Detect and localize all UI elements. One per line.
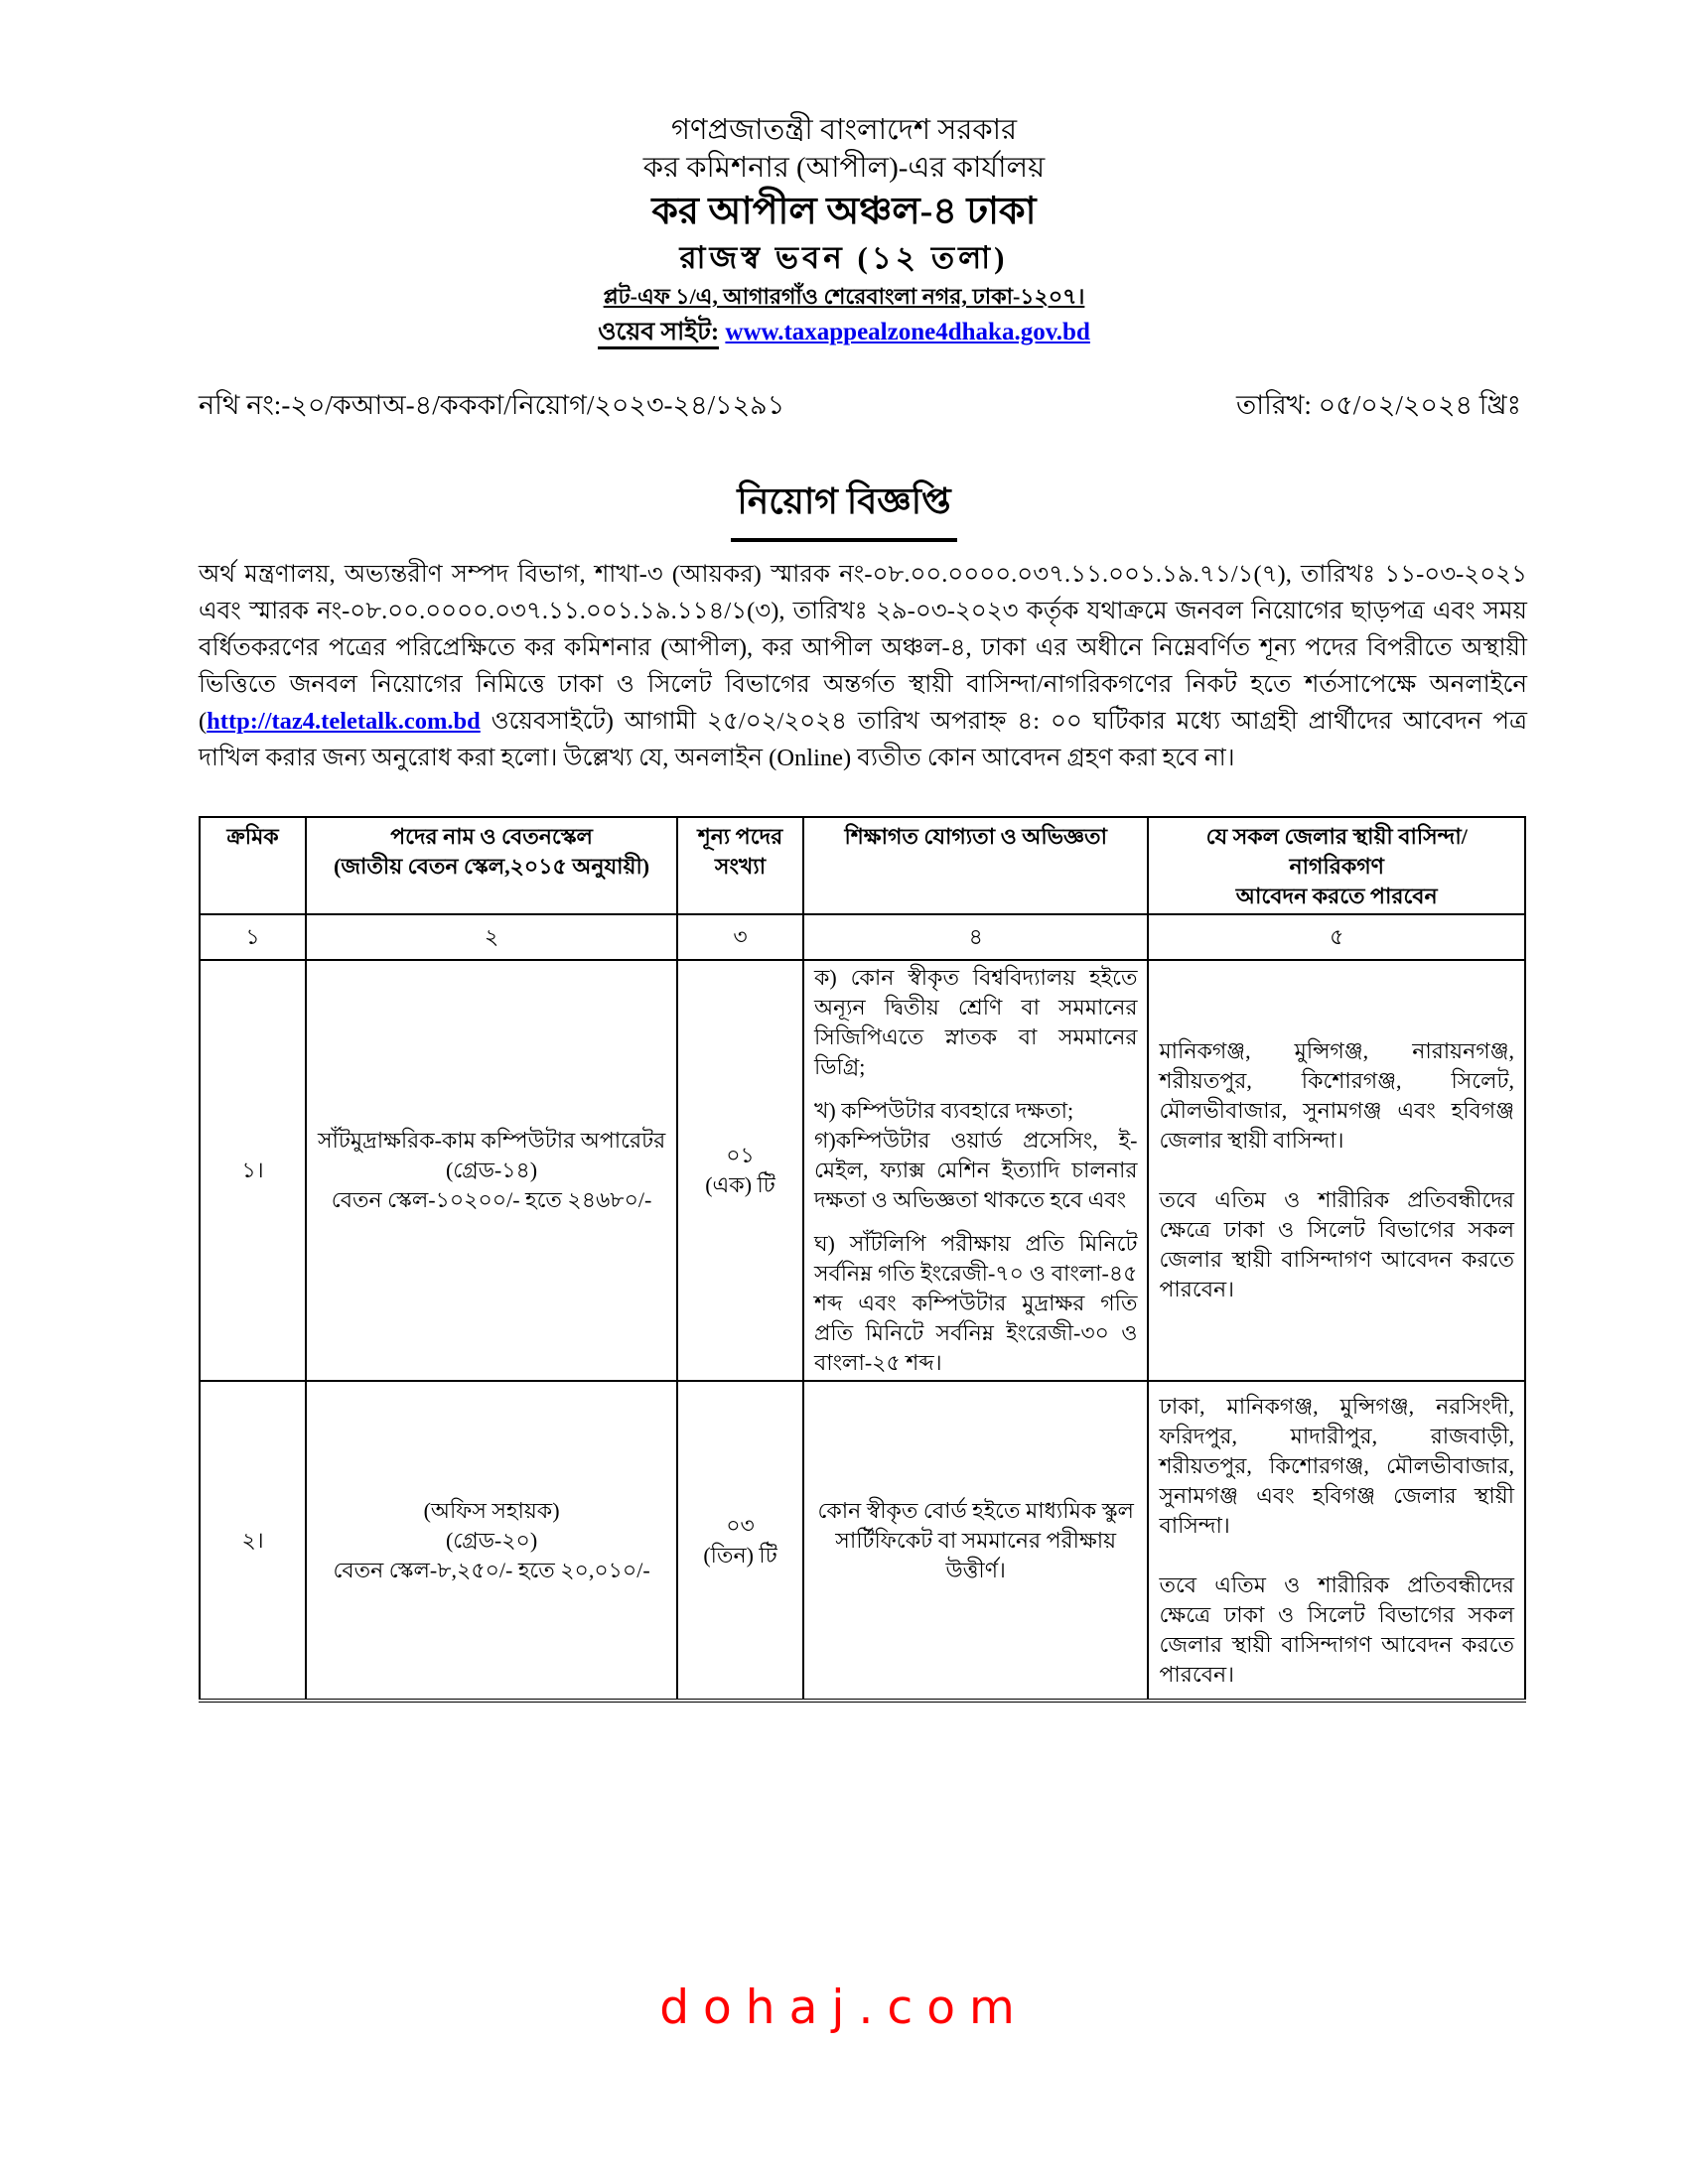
header-post-name [306,817,677,914]
column-number-2: ২ [306,914,677,960]
memo-date-row [199,385,1521,430]
website-label: ওয়েব সাইট: [598,319,719,349]
building-name: রাজস্ব ভবন (১২ তলা) [679,240,1009,275]
office-name: কর কমিশনার (আপীল)-এর কার্যালয় [642,152,1046,184]
column-number-5: ৫ [1148,914,1525,960]
row1-districts-main: মানিকগঞ্জ, মুন্সিগঞ্জ, নারায়নগঞ্জ, শরীয়তপুর, কিশোরগঞ্জ, সিলেট, মৌলভীবাজার, সুনামগঞ্জ এবং হবিগঞ্জ জেলার স্থায়ী বাসিন্দা। [1159,1038,1514,1153]
row1-qualification-a: ক) কোন স্বীকৃত বিশ্ববিদ্যালয় হইতে অন্যূন দ্বিতীয় শ্রেণি বা সমমানের সিজিপিএতে স্নাতক বা সমমানের ডিগ্রি; [813,965,1138,1079]
header-vacancy [677,817,803,914]
row1-qualification-d: ঘ) সাঁটলিপি পরীক্ষায় প্রতি মিনিটে সর্বনিম্ন গতি ইংরেজী-৭০ ও বাংলা-৪৫ শব্দ এবং কম্পিউটার মুদ্রাক্ষর গতি প্রতি মিনিটে সর্বনিম্ন ইংরেজী-৩০ ও বাংলা-২৫ শব্দ। [813,1231,1138,1375]
row1-post-grade: (গ্রেড-১৪) [445,1158,538,1182]
issue-date: তারিখ: ০৫/০২/২০২৪ খ্রিঃ [1236,390,1521,420]
column-number-3: ৩ [677,914,803,960]
header-vacancy-line1: শূন্য পদের [697,824,783,849]
table-row-post-2 [200,1381,1525,1701]
header-post-line1: পদের নাম ও বেতনস্কেল [390,824,593,849]
header-districts-line2: আবেদন করতে পারবেন [1235,884,1438,908]
header-districts [1148,817,1525,914]
row1-post-title: সাঁটমুদ্রাক্ষরিক-কাম কম্পিউটার অপারেটর [317,1128,666,1153]
row2-districts-main: ঢাকা, মানিকগঞ্জ, মুন্সিগঞ্জ, নরসিংদী, ফরিদপুর, মাদারীপুর, রাজবাড়ী, শরীয়তপুর, কিশোরগঞ্জ, মৌলভীবাজার, সুনামগঞ্জ এবং হবিগঞ্জ জেলার স্থায়ী বাসিন্দা। [1159,1393,1514,1538]
row2-eligible-districts [1148,1381,1525,1701]
row2-post-name [306,1381,677,1701]
row1-vacancy-number: ০১ [726,1143,755,1167]
letterhead [0,111,1688,351]
column-number-row [200,914,1525,960]
header-serial [200,817,306,914]
row2-serial: ২। [200,1381,306,1701]
header-districts-line1: যে সকল জেলার স্থায়ী বাসিন্দা/নাগরিকগণ [1205,824,1468,879]
title-row [0,475,1688,542]
notice-title: নিয়োগ বিজ্ঞপ্তি [731,475,956,542]
row2-post-title: (অফিস সহায়ক) [423,1497,560,1523]
website-line [0,314,1688,351]
row2-vacancy-number: ০৩ [726,1512,755,1538]
positions-table [199,816,1526,1703]
row1-qualification-c: গ)কম্পিউটার ওয়ার্ড প্রসেসিং, ই-মেইল, ফ্যাক্স মেশিন ইত্যাদি চালনার দক্ষতা ও অভিজ্ঞতা থাকতে হবে এবং [813,1128,1138,1212]
header-qualification [803,817,1148,914]
body-text-after-link: ওয়েবসাইটে) আগামী ২৫/০২/২০২৪ তারিখ অপরাহ্ন ৪: ০০ ঘটিকার মধ্যে আগ্রহী প্রার্থীদের আবেদন পত্র দাখিল করার জন্য অনুরোধ করা হলো। উল্লেখ্য যে, অনলাইন (Online) ব্যতীত কোন আবেদন গ্রহণ করা হবে না। [199,708,1527,771]
column-number-4: ৪ [803,914,1148,960]
table-row-post-1 [200,960,1525,1381]
tax-appeal-zone-name: কর আপীল অঞ্চল-৪ ঢাকা [651,191,1037,232]
row1-vacancy-count [677,960,803,1381]
row2-vacancy-count [677,1381,803,1701]
row1-vacancy-words: (এক) টি [705,1172,775,1197]
memo-number: নথি নং:-২০/কআঅ-৪/কককা/নিয়োগ/২০২৩-২৪/১২৯১ [199,390,785,420]
government-name: গণপ্রজাতন্ত্রী বাংলাদেশ সরকার [670,114,1018,146]
office-address: প্লট-এফ ১/এ, আগারগাঁও শেরেবাংলা নগর, ঢাকা-১২০৭। [603,284,1085,309]
row2-districts-note: তবে এতিম ও শারীরিক প্রতিবন্ধীদের ক্ষেত্রে ঢাকা ও সিলেট বিভাগের সকল জেলার স্থায়ী বাসিন্দাগণ আবেদন করতে পারবেন। [1159,1571,1514,1687]
row1-post-name [306,960,677,1381]
website-link[interactable]: www.taxappealzone4dhaka.gov.bd [725,319,1090,345]
table-header-row [200,817,1525,914]
row1-serial: ১। [200,960,306,1381]
row2-post-grade: (গ্রেড-২০) [445,1527,538,1553]
watermark-site-name: dohaj.com [659,1980,1029,2035]
body-paragraph [199,556,1527,776]
row1-qualifications [803,960,1148,1381]
column-number-1: ১ [200,914,306,960]
row2-post-salary: বেতন স্কেল-৮,২৫০/- হতে ২০,০১০/- [333,1557,650,1582]
header-serial-label: ক্রমিক [226,824,279,849]
row2-qualifications: কোন স্বীকৃত বোর্ড হইতে মাধ্যমিক স্কুল সার্টিফিকেট বা সমমানের পরীক্ষায় উত্তীর্ণ। [803,1381,1148,1701]
header-qualification-label: শিক্ষাগত যোগ্যতা ও অভিজ্ঞতা [844,824,1107,849]
row1-post-salary: বেতন স্কেল-১০২০০/- হতে ২৪৬৮০/- [331,1187,652,1212]
row1-eligible-districts [1148,960,1525,1381]
row1-qualification-b: খ) কম্পিউটার ব্যবহারে দক্ষতা; [813,1098,1074,1123]
header-vacancy-line2: সংখ্যা [714,854,767,879]
body-text-before-link: অর্থ মন্ত্রণালয়, অভ্যন্তরীণ সম্পদ বিভাগ, শাখা-৩ (আয়কর) স্মারক নং-০৮.০০.০০০০.০৩৭.১১.০০১.১৯.৭১/১(৭), তারিখঃ ১১-০৩-২০২১ এবং স্মারক নং-০৮.০০.০০০০.০৩৭.১১.০০১.১৯.১১৪/১(৩), তারিখঃ ২৯-০৩-২০২৩ কর্তৃক যথাক্রমে জনবল নিয়োগের ছাড়পত্র এবং সময় বর্ধিতকরণের পত্রের পরিপ্রেক্ষিতে কর কমিশনার (আপীল), কর আপীল অঞ্চল-৪, ঢাকা এর অধীনে নিম্নেবর্ণিত শূন্য পদের বিপরীতে অস্থায়ী ভিত্তিতে জনবল নিয়োগের নিমিত্তে ঢাকা ও সিলেট বিভাগের অন্তর্গত স্থায়ী বাসিন্দা/নাগরিকগণের নিকট হতে শর্তসাপেক্ষে অনলাইনে ( [199,561,1527,735]
application-portal-link[interactable]: http://taz4.teletalk.com.bd [207,708,481,735]
row1-districts-note: তবে এতিম ও শারীরিক প্রতিবন্ধীদের ক্ষেত্রে ঢাকা ও সিলেট বিভাগের সকল জেলার স্থায়ী বাসিন্দাগণ আবেদন করতে পারবেন। [1159,1187,1514,1301]
header-post-line2: (জাতীয় বেতন স্কেল,২০১৫ অনুযায়ী) [334,854,650,879]
row2-vacancy-words: (তিন) টি [703,1542,777,1568]
